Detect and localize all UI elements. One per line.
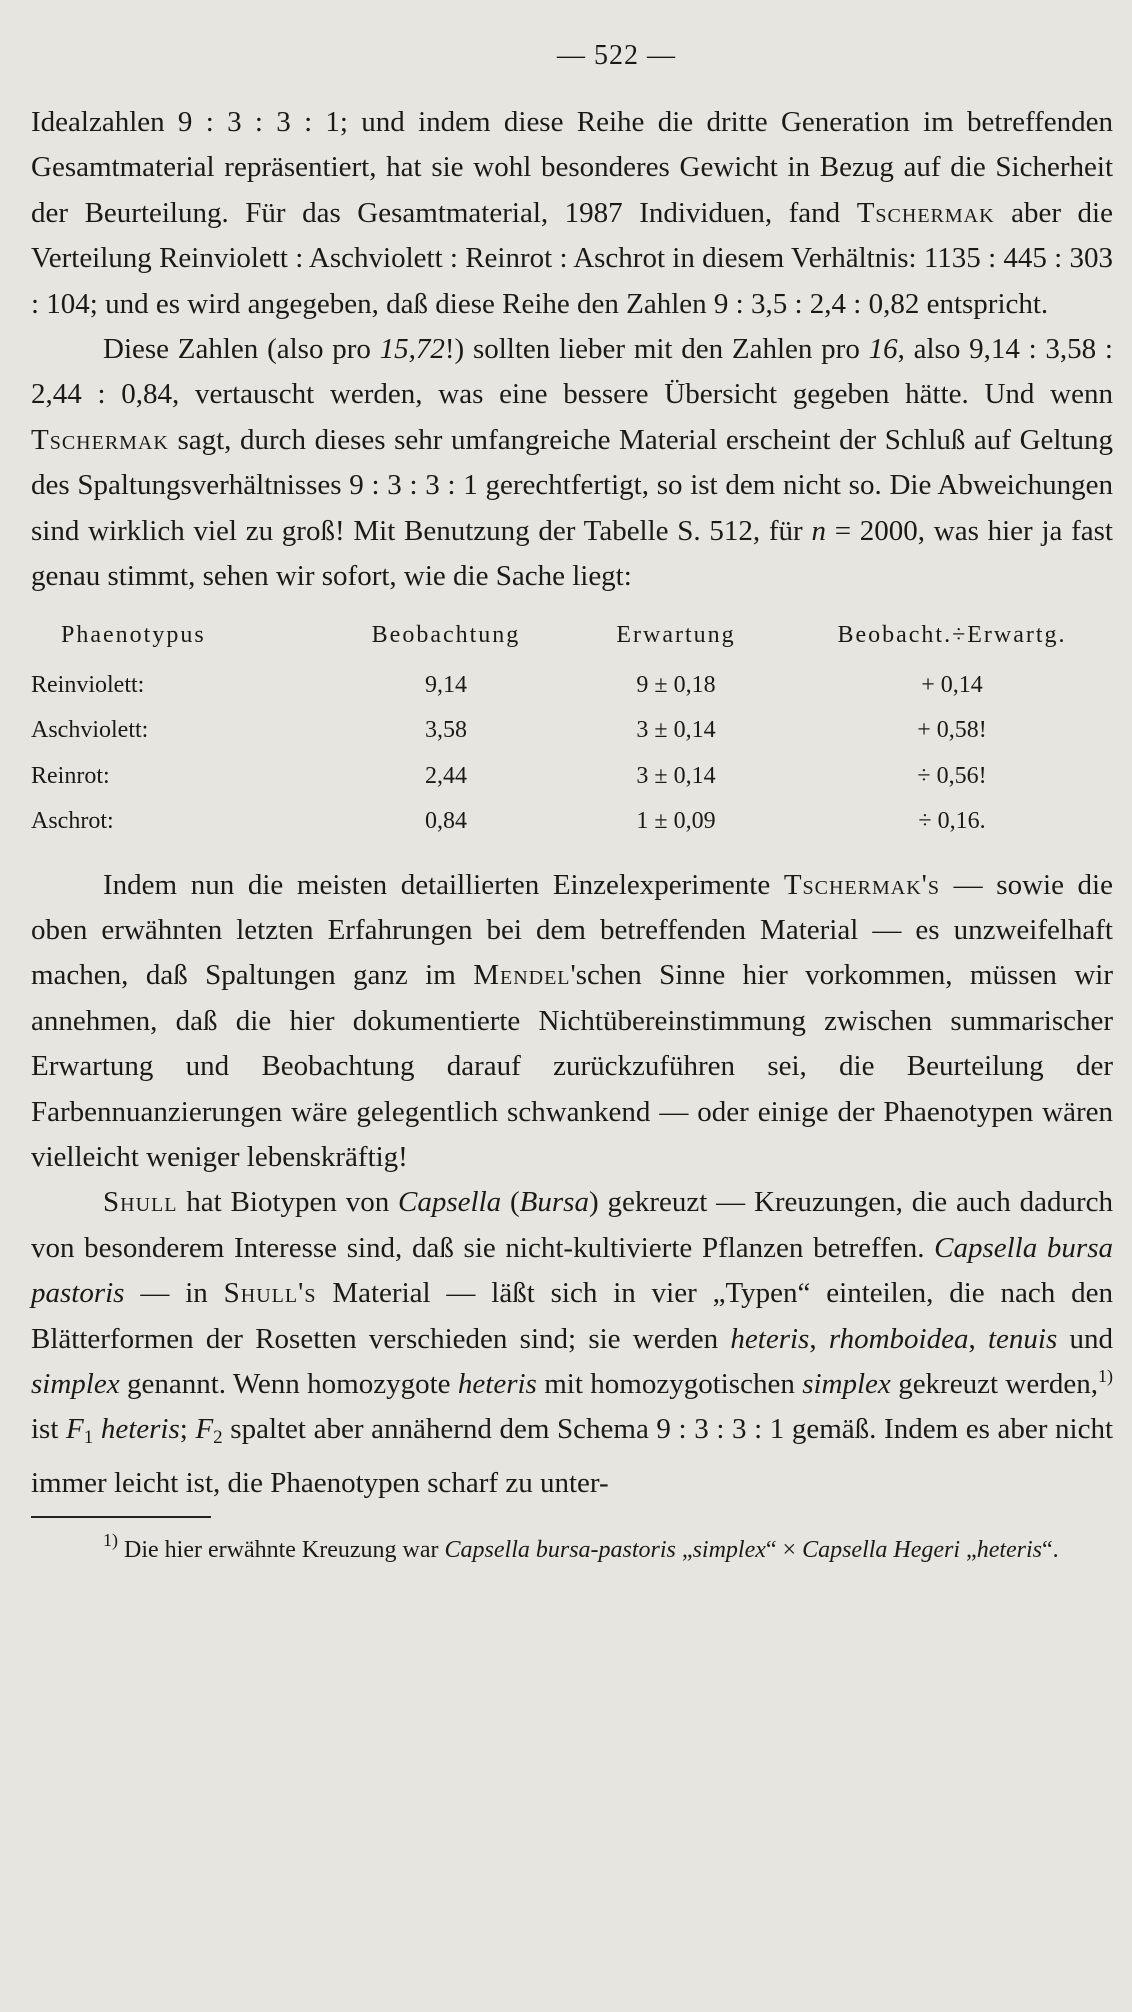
text-run: ( xyxy=(501,1186,520,1219)
table-cell: ÷ 0,16. xyxy=(918,808,986,835)
text-run: 'schen Sinne hier vorkommen, müssen wir annehmen, daß die hier dokumentierte Nichtübereinstimmung zwischen summarischer Erwartung und Beobachtung darauf zurückzuführen sei, die Beurteilung der Farbennuanzierungen wäre gelegentlich schwankend — oder einige der Phaenotypen wären vielleicht weniger lebenskräftig! xyxy=(31,959,1114,1173)
table-header-erwartung: Erwartung xyxy=(616,622,736,649)
table-cell: 3 ± 0,14 xyxy=(636,717,716,744)
footnote-rule xyxy=(31,1516,211,1518)
table-header-phaenotypus: Phaenotypus xyxy=(61,622,206,649)
generation-symbol: F xyxy=(66,1413,84,1446)
author-name: Mendel xyxy=(473,959,571,992)
species-name: Bursa xyxy=(519,1186,589,1219)
species-name: Capsella bursa pastoris xyxy=(31,1231,1113,1310)
text-run: “. xyxy=(1042,1537,1059,1564)
type-name: heteris xyxy=(976,1537,1043,1564)
table-row xyxy=(31,754,1113,799)
page-number: — 522 — xyxy=(557,40,676,71)
table-row xyxy=(31,708,1113,753)
table-cell: Aschviolett: xyxy=(31,717,149,744)
type-name: heteris xyxy=(457,1367,537,1400)
table-header-row xyxy=(31,613,1113,662)
text-run: sagt, durch dieses sehr umfangreiche Material erscheint der Schluß auf Geltung des Spaltungsverhältnisses 9 : 3 : 3 : 1 gerechtfertigt, so ist dem nicht so. Die Abweichungen sind wirklich viel zu groß! Mit Benutzung der Tabelle S. 512, für xyxy=(31,423,1113,547)
footnote xyxy=(31,1532,1113,1568)
text-run: spaltet aber annähernd dem Schema 9 : 3 : 3 : 1 gemäß. Indem es aber nicht immer leicht ist, die Phaenotypen scharf zu unter- xyxy=(31,1413,1113,1499)
table-cell: 1 ± 0,09 xyxy=(636,808,716,835)
variable-n: n xyxy=(811,514,826,547)
table-cell: 3 ± 0,14 xyxy=(636,762,716,789)
text-run: — sowie die oben erwähnten letzten Erfahrungen bei dem betreffenden Material — es unzweifelhaft machen, daß Spaltungen ganz im xyxy=(31,868,1113,992)
generation-subscript: 1 xyxy=(83,1427,94,1449)
table-cell: ÷ 0,56! xyxy=(917,762,987,789)
text-run: genannt. Wenn homozygote xyxy=(119,1367,458,1400)
text-run: „ xyxy=(960,1537,977,1564)
italic-number: 15,72 xyxy=(379,333,445,366)
author-name: Shull's xyxy=(223,1277,317,1310)
author-name: Shull xyxy=(103,1186,178,1219)
table-cell: Reinviolett: xyxy=(31,671,145,698)
table-row xyxy=(31,799,1113,844)
table-cell: 3,58 xyxy=(425,717,467,744)
text-run: “ × xyxy=(765,1537,803,1564)
text-run: ist xyxy=(31,1413,67,1446)
table-cell: + 0,58! xyxy=(917,717,987,744)
text-run: gekreuzt werden, xyxy=(890,1367,1098,1400)
table-cell: Reinrot: xyxy=(31,762,110,789)
table-cell: Aschrot: xyxy=(31,808,114,835)
text-run: mit homozygotischen xyxy=(536,1367,803,1400)
author-name: Tschermak xyxy=(856,196,995,229)
paragraph-3 xyxy=(31,863,1113,1181)
table-cell: 0,84 xyxy=(425,808,467,835)
table-cell: 9,14 xyxy=(425,671,467,698)
text-run: „ xyxy=(675,1537,693,1564)
type-name: simplex xyxy=(802,1367,891,1400)
text-run: , also 9,14 : 3,58 : 2,44 : 0,84, vertauscht werden, was eine bessere Übersicht gegeben hätte. Und wenn xyxy=(31,333,1113,411)
italic-number: 16 xyxy=(868,333,898,366)
generation-symbol: F xyxy=(195,1413,214,1446)
species-name: Capsella bursa-pastoris xyxy=(444,1537,676,1564)
table-cell: 9 ± 0,18 xyxy=(636,671,716,698)
species-name: Capsella xyxy=(398,1186,502,1219)
type-name: heteris xyxy=(93,1413,180,1446)
table-header-beobachtung: Beobachtung xyxy=(371,622,521,649)
footnote-text xyxy=(31,1532,1113,1568)
footnote-reference: 1) xyxy=(1098,1365,1113,1386)
text-run: aber die Verteilung Reinviolett : Aschviolett : Reinrot : Aschrot in diesem Verhältnis: 1135 : 445 : 303 : 104; und es wird angegeben, daß diese Reihe den Zahlen 9 : 3,5 : 2,4 : 0,82 entspricht. xyxy=(31,196,1113,320)
text-run: und xyxy=(1057,1322,1114,1355)
table-header-difference: Beobacht.÷Erwartg. xyxy=(837,622,1067,649)
text-run: Material — läßt sich in vier „Typen“ einteilen, die nach den Blätterformen der Rosetten verschieden sind; sie werden xyxy=(31,1277,1114,1355)
paragraph-4 xyxy=(31,1180,1113,1506)
text-run: = 2000, was hier ja fast genau stimmt, sehen wir sofort, wie die Sache liegt: xyxy=(31,514,1113,593)
paragraph-1 xyxy=(31,100,1113,327)
type-name: heteris xyxy=(730,1322,810,1355)
text-run: !) sollten lieber mit den Zahlen pro xyxy=(444,333,869,366)
footnote-mark: 1) xyxy=(103,1530,118,1551)
text-run: , xyxy=(809,1322,829,1355)
type-name: rhomboidea xyxy=(828,1322,969,1355)
text-run: ) gekreuzt — Kreuzungen, die auch dadurch von besonderem Interesse sind, daß sie nicht-kultivierte Pflanzen betreffen. xyxy=(31,1186,1113,1264)
species-name: Capsella Hegeri xyxy=(802,1537,961,1564)
text-run: ; xyxy=(179,1413,196,1446)
paragraph-2 xyxy=(31,327,1113,599)
text-run: Diese Zahlen (also pro xyxy=(103,333,380,366)
text-run: Die hier erwähnte Kreuzung war xyxy=(118,1537,445,1564)
type-name: simplex xyxy=(31,1367,120,1400)
type-name: tenuis xyxy=(988,1322,1058,1355)
text-run: Indem nun die meisten detaillierten Einzelexperimente xyxy=(103,868,784,901)
table-cell: + 0,14 xyxy=(921,671,983,698)
author-name: Tschermak's xyxy=(783,868,941,901)
author-name: Tschermak xyxy=(31,423,169,456)
type-name: simplex xyxy=(692,1537,766,1564)
text-run: — in xyxy=(124,1277,224,1310)
table-row xyxy=(31,663,1113,708)
phenotype-table xyxy=(31,613,1113,844)
generation-subscript: 2 xyxy=(213,1427,223,1449)
text-run: , xyxy=(968,1322,988,1355)
body-text xyxy=(31,100,1113,1506)
text-run: hat Biotypen von xyxy=(177,1186,399,1219)
text-run: Idealzahlen 9 : 3 : 3 : 1; und indem diese Reihe die dritte Generation im betreffenden Gesamtmaterial repräsentiert, hat sie wohl besonderes Gewicht in Bezug auf die Sicherheit der Beurteilung. Für das Gesamtmaterial, 1987 Individuen, fand xyxy=(31,106,1113,229)
table-cell: 2,44 xyxy=(425,762,467,789)
